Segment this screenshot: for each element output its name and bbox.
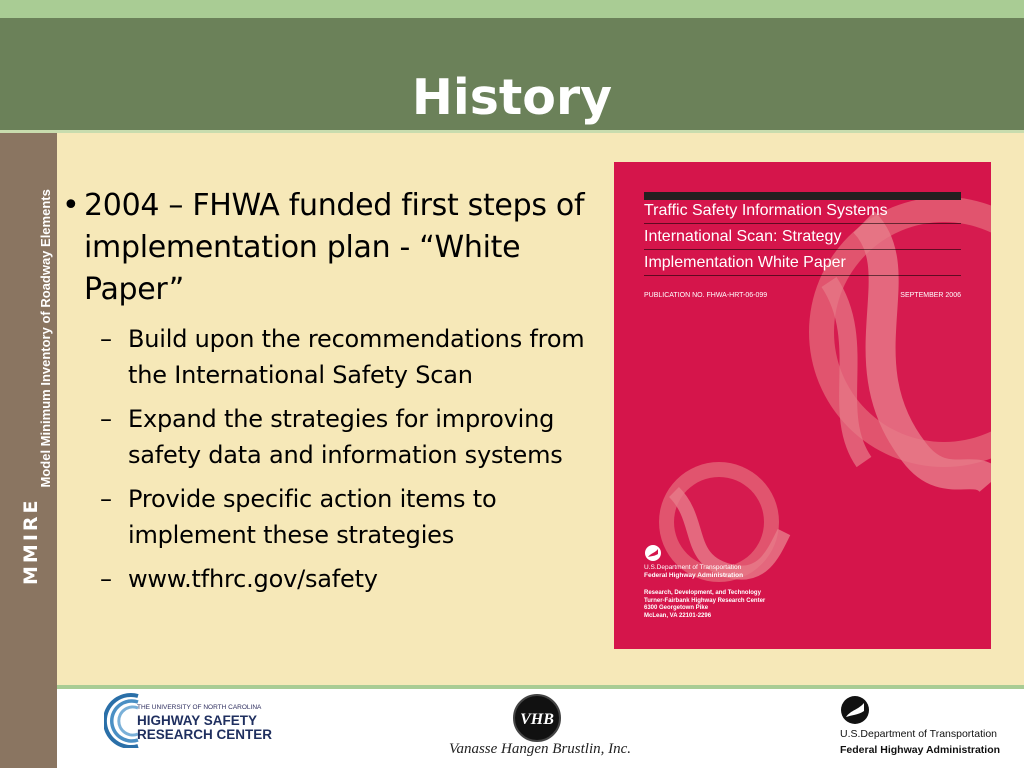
white-paper-cover-image bbox=[614, 162, 991, 649]
main-bullet bbox=[62, 185, 597, 311]
sub-bullet-text: Build upon the recommendations from the International Safety Scan bbox=[128, 325, 585, 389]
cover-title-line: International Scan: Strategy bbox=[644, 228, 961, 250]
sidebar-acronym: MMIRE bbox=[20, 497, 42, 585]
cover-title-bar bbox=[644, 192, 961, 200]
bullet-marker: • bbox=[62, 188, 80, 223]
sub-bullet-text: Provide specific action items to implement these strategies bbox=[128, 485, 497, 549]
dash-marker: – bbox=[100, 405, 112, 433]
sub-bullet bbox=[100, 561, 597, 597]
cover-address bbox=[644, 590, 765, 620]
cover-address-line: Research, Development, and Technology bbox=[644, 590, 761, 596]
vhb-company-name: Vanasse Hangen Brustlin, Inc. bbox=[448, 741, 632, 757]
sub-bullet bbox=[100, 481, 597, 553]
cover-title-line: Implementation White Paper bbox=[644, 254, 961, 276]
dash-marker: – bbox=[100, 325, 112, 353]
main-bullet-text: 2004 – FHWA funded first steps of implementation plan - “White Paper” bbox=[84, 188, 585, 307]
cover-agency-line: U.S.Department of Transportation bbox=[644, 564, 742, 571]
cover-address-line: McLean, VA 22101-2296 bbox=[644, 612, 712, 619]
sub-bullet-link-text: www.tfhrc.gov/safety bbox=[128, 565, 378, 593]
dash-marker: – bbox=[100, 485, 112, 513]
cover-agency bbox=[644, 564, 743, 580]
cover-address-line: Turner-Fairbank Highway Research Center bbox=[644, 597, 766, 604]
hsrc-university-label: THE UNIVERSITY OF NORTH CAROLINA bbox=[137, 704, 262, 711]
slide-title: History bbox=[411, 69, 613, 126]
cover-title-line: Traffic Safety Information Systems bbox=[644, 202, 961, 224]
sub-bullet bbox=[100, 321, 597, 393]
sidebar-subtitle: Model Minimum Inventory of Roadway Elements bbox=[37, 189, 53, 488]
usdot-icon bbox=[840, 695, 870, 725]
hsrc-name-line: HIGHWAY SAFETY bbox=[137, 713, 258, 728]
sub-bullet-text: Expand the strategies for improving safety data and information systems bbox=[128, 405, 563, 469]
bullet-list bbox=[62, 185, 597, 605]
fhwa-name-line: Federal Highway Administration bbox=[840, 744, 1001, 756]
vhb-logo-icon: VHB bbox=[513, 694, 561, 742]
hsrc-name-line: RESEARCH CENTER bbox=[137, 727, 273, 742]
dash-marker: – bbox=[100, 565, 112, 593]
cover-publication-number: PUBLICATION NO. FHWA-HRT-06-099 bbox=[644, 292, 768, 299]
sub-bullet bbox=[100, 401, 597, 473]
cover-date: SEPTEMBER 2006 bbox=[900, 292, 961, 299]
top-accent-strip bbox=[0, 0, 1024, 18]
usdot-icon bbox=[644, 544, 662, 562]
sub-bullet-list bbox=[100, 321, 597, 597]
usdot-name-line: U.S.Department of Transportation bbox=[840, 728, 997, 740]
cover-agency-line: Federal Highway Administration bbox=[644, 572, 744, 579]
cover-address-line: 6300 Georgetown Pike bbox=[644, 605, 709, 611]
